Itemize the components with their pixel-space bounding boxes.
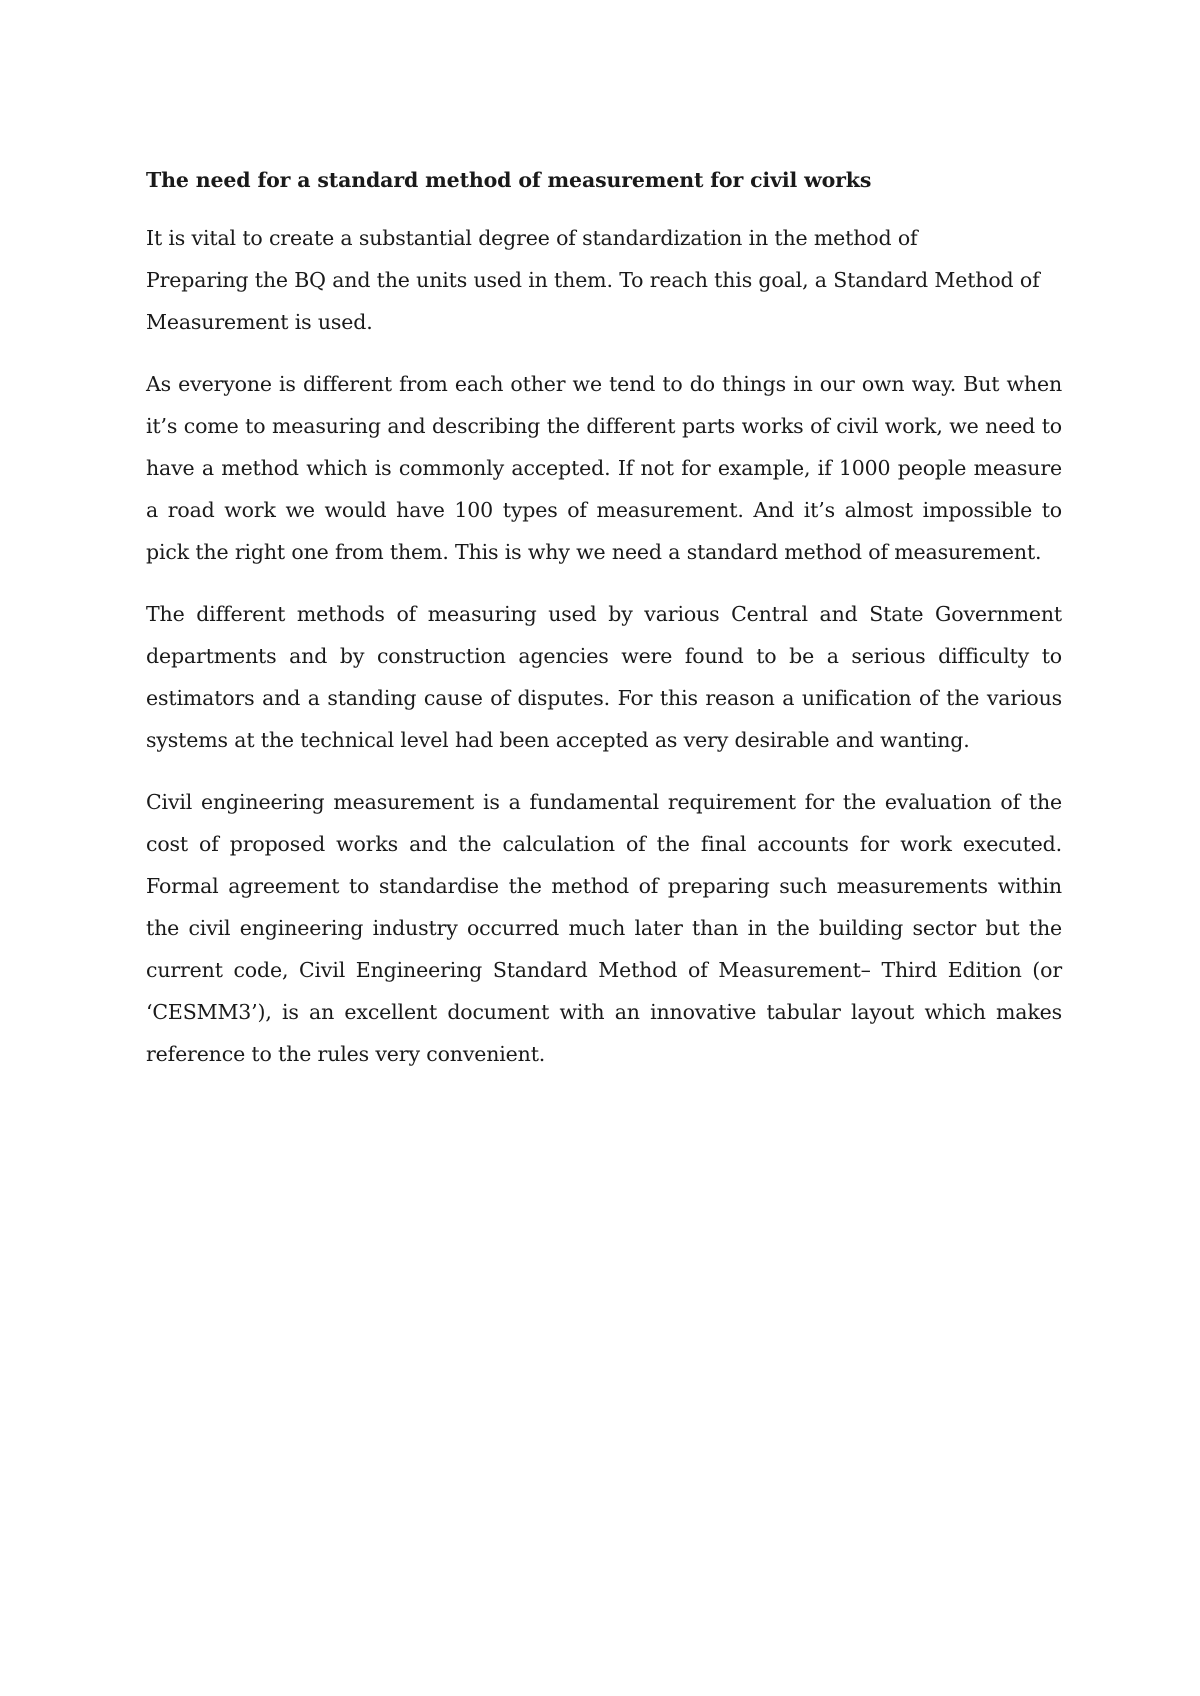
document-body (146, 163, 1062, 1095)
paragraph-civil-engineering-measurement: Civil engineering measurement is a fundamental requirement for the evaluation of the cost of proposed works and the calculation of the final accounts for work executed. Formal agreement to standardise the method of preparing such measurements within the civil engineering industry occurred much later than in the building sector but the current code, Civil Engineering Standard Method of Measurement– Third Edition (or ‘CESMM3’), is an excellent document with an innovative tabular layout which makes reference to the rules very convenient. (146, 790, 1062, 1066)
paragraph-line: It is vital to create a substantial degree of standardization in the method of (146, 226, 918, 250)
paragraph-government-methods: The different methods of measuring used by various Central and State Government departments and by construction agencies were found to be a serious difficulty to estimators and a standing cause of disputes. For this reason a unification of the various systems at the technical level had been accepted as very desirable and wanting. (146, 602, 1062, 752)
document-heading: The need for a standard method of measurement for civil works (146, 168, 872, 192)
paragraph-common-method: As everyone is different from each other we tend to do things in our own way. But when it’s come to measuring and describing the different parts works of civil work, we need to have a method which is commonly accepted. If not for example, if 1000 people measure a road work we would have 100 types of measurement. And it’s almost impossible to pick the right one from them. This is why we need a standard method of measurement. (146, 372, 1062, 564)
paragraph-line: Preparing the BQ and the units used in them. To reach this goal, a Standard Method of Measurement is used. (146, 268, 1040, 334)
paragraph-standardization (146, 217, 1062, 343)
